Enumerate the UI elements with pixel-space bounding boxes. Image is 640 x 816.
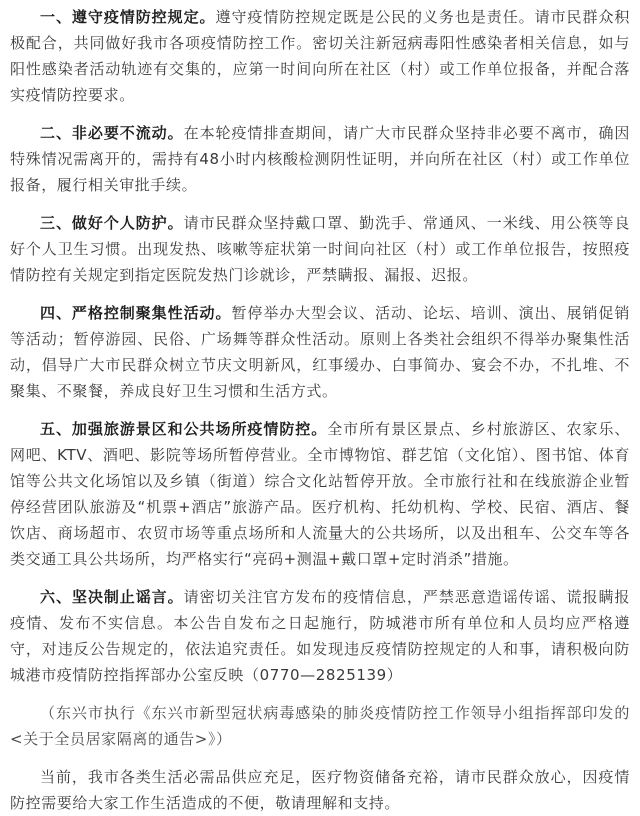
section-heading: 一、遵守疫情防控规定。 [40,8,216,26]
closing-paragraph: 当前，我市各类生活必需品供应充足，医疗物资储备充裕，请市民群众放心，因疫情防控需要给大家工作生活造成的不便，敬请理解和支持。 [10,768,630,812]
section-body: 全市所有景区景点、乡村旅游区、农家乐、网吧、KTV、酒吧、影院等场所暂停营业。全市博物馆、群艺馆（文化馆）、图书馆、体育馆等公共文化场馆以及乡镇（街道）综合文化站暂停开放。全市旅行社和在线旅游企业暂停经营团队旅游及“机票+酒店”旅游产品。医疗机构、托幼机构、学校、民宿、酒店、餐饮店、商场超市、农贸市场等重点场所和人流量大的公共场所，以及出租车、公交车等各类交通工具公共场所，均严格实行“亮码+测温+戴口罩+定时消杀”措施。 [10,420,630,568]
section-1 [10,4,630,108]
section-2 [10,120,630,198]
section-5 [10,416,630,572]
section-body: 请市民群众坚持戴口罩、勤洗手、常通风、一米线、用公筷等良好个人卫生习惯。出现发热、咳嗽等症状第一时间向社区（村）或工作单位报告，按照疫情防控有关规定到指定医院发热门诊就诊，严禁瞒报、漏报、迟报。 [10,214,630,284]
section-3 [10,210,630,288]
section-heading: 三、做好个人防护。 [40,214,184,232]
section-4 [10,300,630,404]
section-body: 遵守疫情防控规定既是公民的义务也是责任。请市民群众积极配合，共同做好我市各项疫情防控工作。密切关注新冠病毒阳性感染者相关信息，如与阳性感染者活动轨迹有交集的，应第一时间向所在社区（村）或工作单位报备，并配合落实疫情防控要求。 [10,8,630,104]
source-note: （东兴市执行《东兴市新型冠状病毒感染的肺炎疫情防控工作领导小组指挥部印发的<关于全员居家隔离的通告>》） [10,704,630,748]
section-body: 请密切关注官方发布的疫情信息，严禁恶意造谣传谣、谎报瞒报疫情、发布不实信息。本公告自发布之日起施行，防城港市所有单位和人员均应严格遵守，对违反公告规定的，依法追究责任。如发现违反疫情防控规定的人和事，请积极向防城港市疫情防控指挥部办公室反映（0770—2825139） [10,588,630,684]
section-6 [10,584,630,688]
section-heading: 五、加强旅游景区和公共场所疫情防控。 [40,420,328,438]
section-body: 暂停举办大型会议、活动、论坛、培训、演出、展销促销等活动；暂停游园、民俗、广场舞等群众性活动。原则上各类社会组织不得举办聚集性活动，倡导广大市民群众树立节庆文明新风，红事缓办、白事简办、宴会不办，不扎堆、不聚集、不聚餐，养成良好卫生习惯和生活方式。 [10,304,630,400]
section-heading: 四、严格控制聚集性活动。 [40,304,232,322]
section-body: 在本轮疫情排查期间，请广大市民群众坚持非必要不离市，确因特殊情况需离开的，需持有48小时内核酸检测阴性证明，并向所在社区（村）或工作单位报备，履行相关审批手续。 [10,124,630,194]
section-heading: 二、非必要不流动。 [40,124,184,142]
section-heading: 六、坚决制止谣言。 [40,588,184,606]
